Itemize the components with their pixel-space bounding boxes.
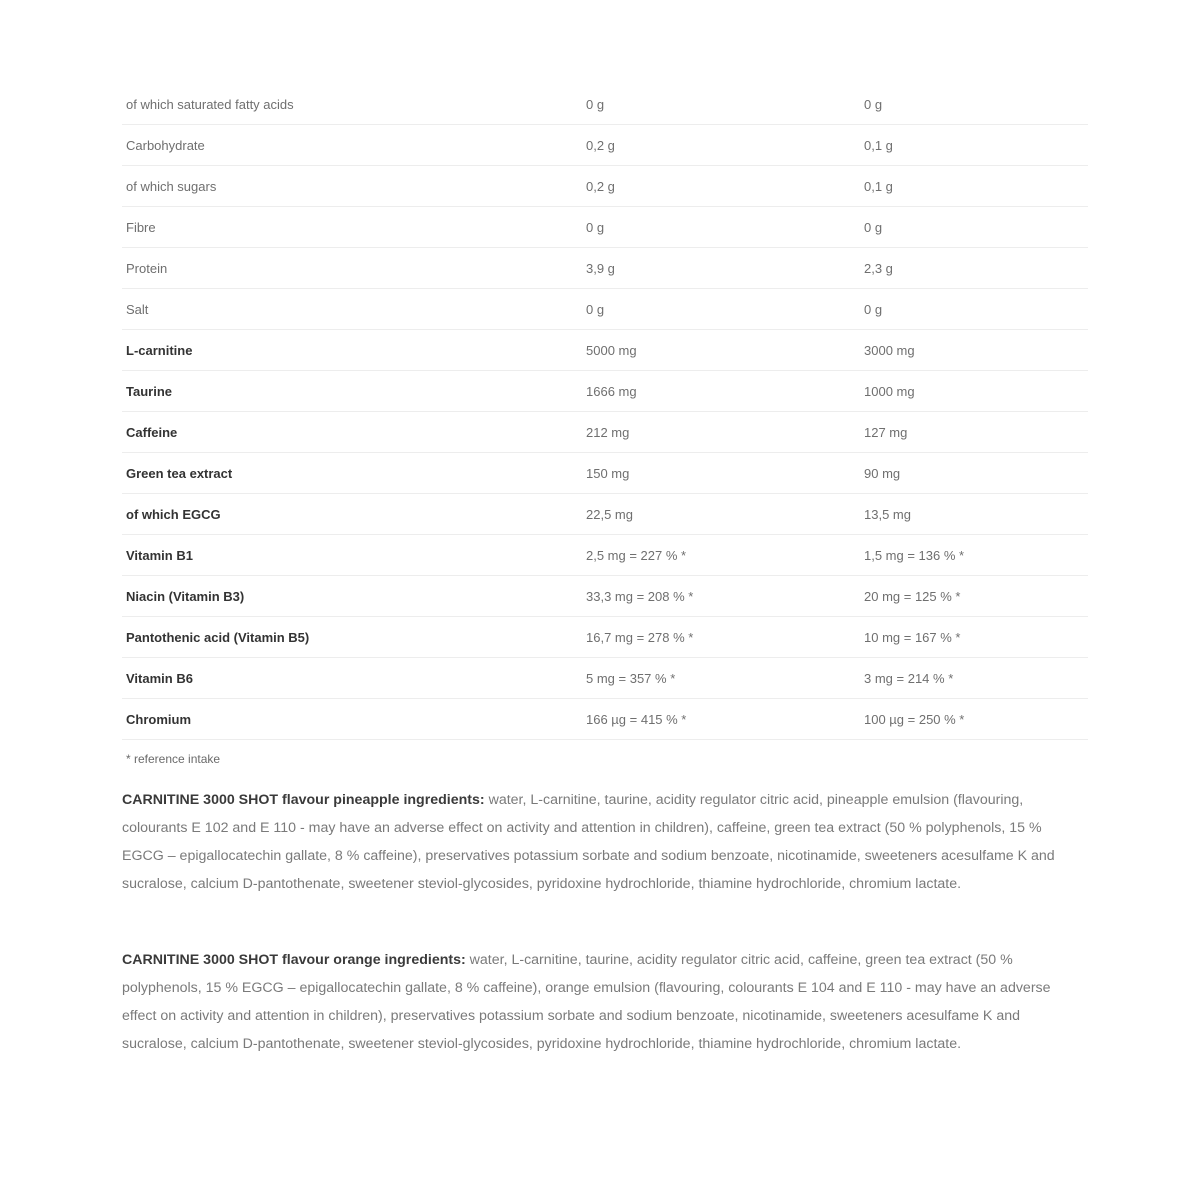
- nutrient-value-per-serving-cell: 0 g: [582, 207, 860, 248]
- nutrition-row: [122, 248, 1088, 289]
- nutrition-row: [122, 207, 1088, 248]
- nutrition-row: [122, 84, 1088, 125]
- nutrient-name-cell: Niacin (Vitamin B3): [122, 576, 582, 617]
- orange-ingredients-text: water, L-carnitine, taurine, acidity regulator citric acid, caffeine, green tea extract (50 % polyphenols, 15 % EGCG – epigallocatechin gallate, 8 % caffeine), orange emulsion (flavouring, colourants E 104 and E 110 - may have an adverse effect on activity and attention in children), preservatives potassium sorbate and sodium benzoate, nicotinamide, sweeteners acesulfame K and sucralose, calcium D-pantothenate, sweetener steviol-glycosides, pyridoxine hydrochloride, thiamine hydrochloride, chromium lactate.: [122, 952, 1051, 1052]
- nutrient-value-per-100ml-cell: 3 mg = 214 % *: [860, 658, 1088, 699]
- nutrient-name-cell: Pantothenic acid (Vitamin B5): [122, 617, 582, 658]
- nutrient-name-cell: of which EGCG: [122, 494, 582, 535]
- nutrient-value-per-serving-cell: 22,5 mg: [582, 494, 860, 535]
- nutrient-value-per-100ml-cell: 10 mg = 167 % *: [860, 617, 1088, 658]
- nutrient-value-per-serving-cell: 1666 mg: [582, 371, 860, 412]
- nutrient-value-per-100ml-cell: 0,1 g: [860, 125, 1088, 166]
- nutrient-value-per-100ml-cell: 90 mg: [860, 453, 1088, 494]
- pineapple-ingredients-title: CARNITINE 3000 SHOT flavour pineapple ingredients:: [122, 792, 485, 808]
- nutrient-value-per-serving-cell: 5 mg = 357 % *: [582, 658, 860, 699]
- nutrition-row: [122, 699, 1088, 740]
- nutrient-name-cell: Chromium: [122, 699, 582, 740]
- nutrient-name-cell: Salt: [122, 289, 582, 330]
- nutrition-row: [122, 576, 1088, 617]
- nutrient-value-per-100ml-cell: 0 g: [860, 84, 1088, 125]
- nutrient-value-per-100ml-cell: 13,5 mg: [860, 494, 1088, 535]
- nutrient-name-cell: Carbohydrate: [122, 125, 582, 166]
- orange-ingredients-paragraph: [122, 946, 1082, 1058]
- nutrient-name-cell: Taurine: [122, 371, 582, 412]
- nutrition-table-body: [122, 84, 1088, 740]
- reference-intake-footnote: * reference intake: [126, 752, 221, 766]
- nutrient-value-per-serving-cell: 3,9 g: [582, 248, 860, 289]
- nutrient-value-per-100ml-cell: 0 g: [860, 289, 1088, 330]
- nutrient-name-cell: Green tea extract: [122, 453, 582, 494]
- nutrient-value-per-serving-cell: 166 µg = 415 % *: [582, 699, 860, 740]
- nutrient-name-cell: Caffeine: [122, 412, 582, 453]
- nutrient-value-per-100ml-cell: 1000 mg: [860, 371, 1088, 412]
- nutrient-name-cell: Vitamin B1: [122, 535, 582, 576]
- nutrient-name-cell: L-carnitine: [122, 330, 582, 371]
- nutrient-value-per-serving-cell: 150 mg: [582, 453, 860, 494]
- nutrient-value-per-100ml-cell: 1,5 mg = 136 % *: [860, 535, 1088, 576]
- nutrition-row: [122, 330, 1088, 371]
- nutrition-row: [122, 371, 1088, 412]
- orange-ingredients-title: CARNITINE 3000 SHOT flavour orange ingredients:: [122, 952, 466, 968]
- nutrient-value-per-100ml-cell: 3000 mg: [860, 330, 1088, 371]
- nutrient-value-per-100ml-cell: 2,3 g: [860, 248, 1088, 289]
- nutrient-value-per-100ml-cell: 20 mg = 125 % *: [860, 576, 1088, 617]
- nutrient-name-cell: Fibre: [122, 207, 582, 248]
- nutrient-value-per-serving-cell: 0,2 g: [582, 125, 860, 166]
- pineapple-ingredients-text: water, L-carnitine, taurine, acidity regulator citric acid, pineapple emulsion (flavouring, colourants E 102 and E 110 - may have an adverse effect on activity and attention in children), caffeine, green tea extract (50 % polyphenols, 15 % EGCG – epigallocatechin gallate, 8 % caffeine), preservatives potassium sorbate and sodium benzoate, nicotinamide, sweeteners acesulfame K and sucralose, calcium D-pantothenate, sweetener steviol-glycosides, pyridoxine hydrochloride, thiamine hydrochloride, chromium lactate.: [122, 792, 1055, 892]
- nutrient-value-per-100ml-cell: 127 mg: [860, 412, 1088, 453]
- nutrient-value-per-100ml-cell: 0 g: [860, 207, 1088, 248]
- nutrient-value-per-serving-cell: 212 mg: [582, 412, 860, 453]
- nutrient-name-cell: of which saturated fatty acids: [122, 84, 582, 125]
- nutrient-value-per-serving-cell: 0 g: [582, 289, 860, 330]
- nutrient-value-per-serving-cell: 2,5 mg = 227 % *: [582, 535, 860, 576]
- pineapple-ingredients-paragraph: [122, 786, 1082, 898]
- nutrient-value-per-serving-cell: 5000 mg: [582, 330, 860, 371]
- nutrition-row: [122, 412, 1088, 453]
- nutrition-row: [122, 453, 1088, 494]
- nutrition-row: [122, 617, 1088, 658]
- nutrient-value-per-serving-cell: 33,3 mg = 208 % *: [582, 576, 860, 617]
- nutrient-value-per-serving-cell: 0 g: [582, 84, 860, 125]
- nutrient-value-per-100ml-cell: 0,1 g: [860, 166, 1088, 207]
- nutrition-row: [122, 535, 1088, 576]
- nutrient-value-per-serving-cell: 16,7 mg = 278 % *: [582, 617, 860, 658]
- nutrition-row: [122, 494, 1088, 535]
- nutrition-row: [122, 658, 1088, 699]
- nutrition-table: [122, 84, 1088, 740]
- nutrition-row: [122, 125, 1088, 166]
- nutrient-name-cell: Vitamin B6: [122, 658, 582, 699]
- nutrition-row: [122, 166, 1088, 207]
- nutrition-row: [122, 289, 1088, 330]
- nutrient-name-cell: Protein: [122, 248, 582, 289]
- nutrient-value-per-100ml-cell: 100 µg = 250 % *: [860, 699, 1088, 740]
- nutrient-value-per-serving-cell: 0,2 g: [582, 166, 860, 207]
- nutrient-name-cell: of which sugars: [122, 166, 582, 207]
